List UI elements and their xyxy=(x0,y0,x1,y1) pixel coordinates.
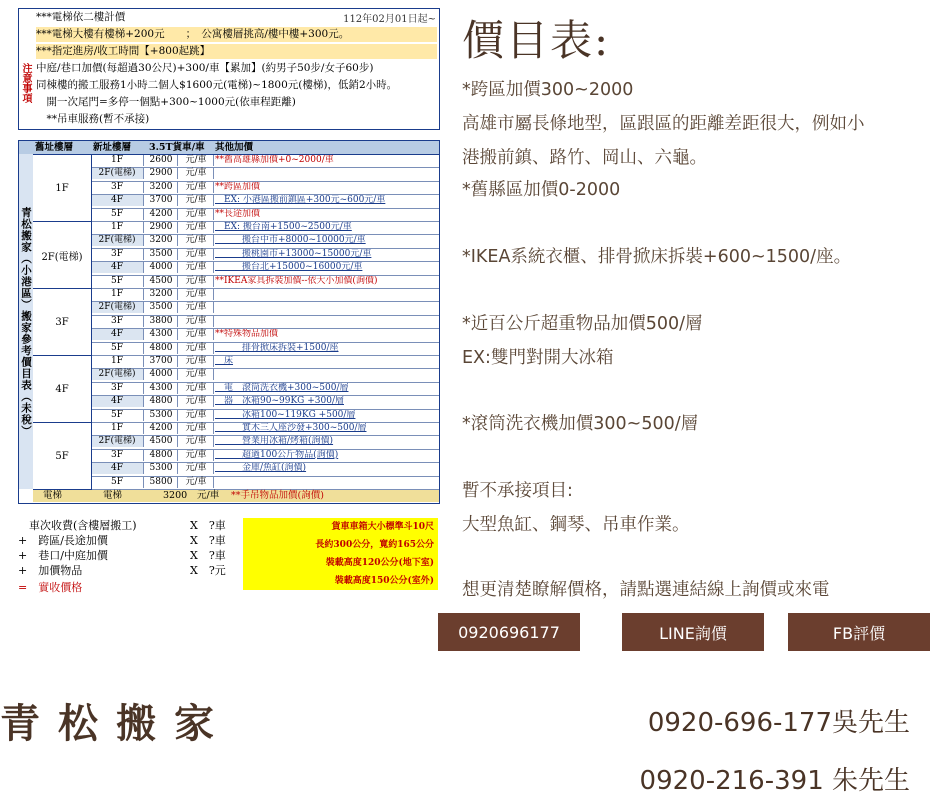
new-floor-cell: 4F xyxy=(91,262,144,273)
price-cell: 3700 xyxy=(145,356,178,367)
info-line: *舊縣區加價0-2000 xyxy=(462,180,621,200)
phone-button[interactable]: 0920696177 xyxy=(438,613,580,651)
header-truck-price: 3.5T貨車/車 xyxy=(149,142,205,153)
new-floor-cell: 3F xyxy=(91,182,144,193)
info-line: 高雄市屬長條地型，區跟區的距離差距很大，例如小 xyxy=(462,114,865,134)
truck-note: 裝載高度150公分(室外) xyxy=(334,576,434,586)
price-cell: 4500 xyxy=(145,276,178,287)
unit-cell: 元/車 xyxy=(179,396,214,407)
info-line: *滾筒洗衣機加價300~500/層 xyxy=(462,414,699,434)
formula-line xyxy=(18,518,137,533)
new-floor-cell: 1F xyxy=(91,289,144,300)
table-row xyxy=(91,182,439,195)
table-row xyxy=(91,168,439,181)
note-cell: 冰箱100~119KG +500/層 xyxy=(215,409,356,420)
new-floor-cell: 5F xyxy=(91,477,144,488)
table-row xyxy=(91,369,439,382)
table-row xyxy=(91,383,439,396)
price-cell: 3200 xyxy=(145,289,178,300)
table-row xyxy=(91,155,439,168)
notice-line: ***指定進房/收工時間【+800起跳】 xyxy=(36,44,437,59)
truck-note: 長約300公分，寬約165公分 xyxy=(315,540,434,550)
formula-line xyxy=(18,548,108,563)
notice-line: ***電梯大樓有樓梯+200元 ； 公寓樓層挑高/樓中樓+300元。 xyxy=(36,27,437,42)
table-header xyxy=(19,141,439,155)
unit-cell: 元/車 xyxy=(179,383,214,394)
note-cell: 器 冰箱90~99KG +300/層 xyxy=(215,396,344,407)
price-cell: 5800 xyxy=(145,477,178,488)
price-table xyxy=(18,140,440,504)
elevator-note: **手吊物品加價(詢價) xyxy=(231,490,324,501)
new-floor-cell: 3F xyxy=(91,383,144,394)
unit-cell: 元/車 xyxy=(179,195,214,206)
notice-date: 112年02月01日起~ xyxy=(343,14,436,25)
fb-review-button[interactable]: FB評價 xyxy=(788,613,930,651)
old-floor-group: 2F(電梯) xyxy=(33,222,92,289)
new-floor-cell: 4F xyxy=(91,329,144,340)
notice-line: 中庭/巷口加價(每超過30公尺)+300/車【累加】(約男子50步/女子60步) xyxy=(36,62,374,74)
note-cell: **舊高雄縣加價+0~2000/車 xyxy=(215,155,334,165)
info-line: *近百公斤超重物品加價500/層 xyxy=(462,314,703,334)
price-cell: 3500 xyxy=(145,302,178,313)
unit-cell: 元/車 xyxy=(179,249,214,260)
elevator-unit: 元/車 xyxy=(197,490,220,501)
info-line: EX:雙門對開大冰箱 xyxy=(462,348,614,368)
price-cell: 4200 xyxy=(145,423,178,434)
page-title: 價目表: xyxy=(462,16,611,65)
new-floor-cell: 5F xyxy=(91,343,144,354)
formula-line xyxy=(18,533,108,548)
unit-cell: 元/車 xyxy=(179,302,214,313)
new-floor-cell: 2F(電梯) xyxy=(91,168,144,179)
formula-multiplier: X ?元 xyxy=(190,564,226,577)
unit-cell: 元/車 xyxy=(179,182,214,193)
unit-cell: 元/車 xyxy=(179,450,214,461)
table-row xyxy=(91,329,439,342)
new-floor-cell: 4F xyxy=(91,396,144,407)
elevator-price: 3200 xyxy=(163,490,188,501)
contact-phone-1[interactable]: 0920-696-177吳先生 xyxy=(647,708,910,738)
elevator-old: 電梯 xyxy=(43,490,63,501)
price-cell: 3800 xyxy=(145,316,178,327)
table-row xyxy=(91,463,439,476)
formula-multiplier: X ?車 xyxy=(190,534,226,547)
unit-cell: 元/車 xyxy=(179,356,214,367)
price-cell: 3200 xyxy=(145,235,178,246)
price-cell: 4300 xyxy=(145,383,178,394)
new-floor-cell: 5F xyxy=(91,410,144,421)
note-cell: 電 滾筒洗衣機+300~500/層 xyxy=(215,382,349,393)
price-cell: 2900 xyxy=(145,168,178,179)
price-cell: 4000 xyxy=(145,369,178,380)
unit-cell: 元/車 xyxy=(179,477,214,488)
new-floor-cell: 2F(電梯) xyxy=(91,235,144,246)
price-cell: 4200 xyxy=(145,209,178,220)
table-row xyxy=(91,289,439,302)
note-cell: **特殊物品加價 xyxy=(215,329,279,340)
unit-cell: 元/車 xyxy=(179,289,214,300)
unit-cell: 元/車 xyxy=(179,222,214,233)
table-row xyxy=(91,249,439,262)
elevator-new: 電梯 xyxy=(103,490,123,501)
table-row xyxy=(91,423,439,436)
formula-label: 車次收費(含樓層搬工) xyxy=(18,519,137,532)
note-cell: 排骨掀床拆裝+1500/座 xyxy=(215,342,339,353)
table-row xyxy=(91,356,439,369)
new-floor-cell: 5F xyxy=(91,209,144,220)
table-row xyxy=(91,396,439,409)
price-cell: 4800 xyxy=(145,450,178,461)
brand-name: 青松搬家 xyxy=(0,700,232,747)
table-row xyxy=(91,235,439,248)
unit-cell: 元/車 xyxy=(179,343,214,354)
note-cell: 搬桃園市+13000~15000元/車 xyxy=(215,248,372,259)
new-floor-cell: 2F(電梯) xyxy=(91,369,144,380)
table-row xyxy=(91,316,439,329)
old-floor-group: 5F xyxy=(33,423,92,490)
notice-box xyxy=(18,8,440,130)
formula-line xyxy=(18,563,82,578)
old-floor-group: 4F xyxy=(33,356,92,423)
note-cell: 金庫/魚缸(詢價) xyxy=(215,463,307,474)
line-inquiry-button[interactable]: LINE詢價 xyxy=(622,613,764,651)
new-floor-cell: 2F(電梯) xyxy=(91,302,144,313)
info-line: 想更清楚瞭解價格，請點選連結線上詢價或來電 xyxy=(462,580,830,600)
unit-cell: 元/車 xyxy=(179,276,214,287)
new-floor-cell: 1F xyxy=(91,222,144,233)
price-cell: 4800 xyxy=(145,396,178,407)
table-row xyxy=(91,410,439,423)
table-side-label: 青松搬家（小港區）搬家參考價目表（未稅） xyxy=(19,154,34,489)
unit-cell: 元/車 xyxy=(179,423,214,434)
table-row xyxy=(91,477,439,490)
note-cell: 營業用冰箱/烤箱(詢價) xyxy=(215,436,334,447)
formula-multiplier: X ?車 xyxy=(190,519,226,532)
table-row xyxy=(91,450,439,463)
note-cell: EX: 搬台南+1500~2500元/車 xyxy=(215,222,352,232)
unit-cell: 元/車 xyxy=(179,410,214,421)
note-cell: 搬台中市+8000~10000元/車 xyxy=(215,235,366,246)
info-line: *跨區加價300~2000 xyxy=(462,80,634,100)
unit-cell: 元/車 xyxy=(179,235,214,246)
unit-cell: 元/車 xyxy=(179,329,214,340)
note-cell: **長途加價 xyxy=(215,208,261,219)
unit-cell: 元/車 xyxy=(179,155,214,166)
price-cell: 2600 xyxy=(145,155,178,166)
truck-note: 貨車車箱大小標準斗10尺 xyxy=(331,522,434,532)
new-floor-cell: 4F xyxy=(91,463,144,474)
table-row xyxy=(91,436,439,449)
note-cell: **IKEA家具拆裝加價--依大小加價(詢價) xyxy=(215,275,378,286)
new-floor-cell: 4F xyxy=(91,195,144,206)
header-new-floor: 新址樓層 xyxy=(93,142,132,153)
table-row xyxy=(91,262,439,275)
unit-cell: 元/車 xyxy=(179,262,214,273)
elevator-row xyxy=(33,490,439,502)
unit-cell: 元/車 xyxy=(179,168,214,179)
price-cell: 3700 xyxy=(145,195,178,206)
price-cell: 5300 xyxy=(145,410,178,421)
new-floor-cell: 2F(電梯) xyxy=(91,436,144,447)
notice-line: 開一次尾門=多停一個點+300~1000元(依車程距離) xyxy=(36,96,296,108)
price-cell: 3500 xyxy=(145,249,178,260)
new-floor-cell: 1F xyxy=(91,423,144,434)
info-line: 暫不承接項目: xyxy=(462,481,573,501)
note-cell: EX: 小港區搬前鎮區+300元~600元/車 xyxy=(215,195,386,206)
unit-cell: 元/車 xyxy=(179,369,214,380)
table-row xyxy=(91,276,439,289)
formula-label: + 跨區/長途加價 xyxy=(18,534,108,547)
info-line: *IKEA系統衣櫃、排骨掀床拆裝+600~1500/座。 xyxy=(462,247,852,267)
table-row xyxy=(91,302,439,315)
info-line: 大型魚缸、鋼琴、吊車作業。 xyxy=(462,515,690,535)
price-formula xyxy=(18,518,438,604)
truck-notes xyxy=(243,518,438,590)
unit-cell: 元/車 xyxy=(179,209,214,220)
header-extra: 其他加價 xyxy=(215,142,254,153)
header-old-floor: 舊址樓層 xyxy=(35,142,74,153)
old-floor-group: 3F xyxy=(33,289,92,356)
new-floor-cell: 5F xyxy=(91,276,144,287)
new-floor-cell: 1F xyxy=(91,356,144,367)
info-line: 港搬前鎮、路竹、岡山、六龜。 xyxy=(462,148,707,168)
price-cell: 4300 xyxy=(145,329,178,340)
notice-side-label: 注意事項 xyxy=(20,63,31,103)
notice-line: 同棟樓的搬工服務1小時二個人$1600元(電梯)~1800元(樓梯)，低銷2小時。 xyxy=(36,79,398,91)
note-cell: **跨區加價 xyxy=(215,181,261,192)
note-cell: 超過100公斤物品(詢價) xyxy=(215,449,339,460)
price-cell: 4500 xyxy=(145,436,178,447)
table-row xyxy=(91,222,439,235)
table-row xyxy=(91,195,439,208)
note-cell: 實木三人座沙發+300~500/層 xyxy=(215,423,367,433)
price-cell: 2900 xyxy=(145,222,178,233)
formula-label: + 巷口/中庭加價 xyxy=(18,549,108,562)
formula-label: + 加價物品 xyxy=(18,564,83,577)
table-row xyxy=(91,343,439,356)
price-cell: 3200 xyxy=(145,182,178,193)
unit-cell: 元/車 xyxy=(179,463,214,474)
price-cell: 5300 xyxy=(145,463,178,474)
note-cell: 床 xyxy=(215,356,234,366)
new-floor-cell: 3F xyxy=(91,316,144,327)
table-row xyxy=(91,209,439,222)
new-floor-cell: 3F xyxy=(91,249,144,260)
new-floor-cell: 1F xyxy=(91,155,144,166)
old-floor-group: 1F xyxy=(33,155,92,222)
unit-cell: 元/車 xyxy=(179,316,214,327)
price-cell: 4000 xyxy=(145,262,178,273)
contact-phone-2[interactable]: 0920-216-391 朱先生 xyxy=(639,766,910,796)
formula-total: = 實收價格 xyxy=(18,581,83,594)
notice-line: **吊車服務(暫不承接) xyxy=(36,113,150,125)
formula-multiplier: X ?車 xyxy=(190,549,226,562)
unit-cell: 元/車 xyxy=(179,436,214,447)
notice-line: ***電梯依二樓計價 xyxy=(36,11,126,23)
new-floor-cell: 3F xyxy=(91,450,144,461)
note-cell: 搬台北+15000~16000元/車 xyxy=(215,262,363,273)
truck-note: 裝載高度120公分(地下室) xyxy=(325,558,434,568)
price-cell: 4800 xyxy=(145,343,178,354)
